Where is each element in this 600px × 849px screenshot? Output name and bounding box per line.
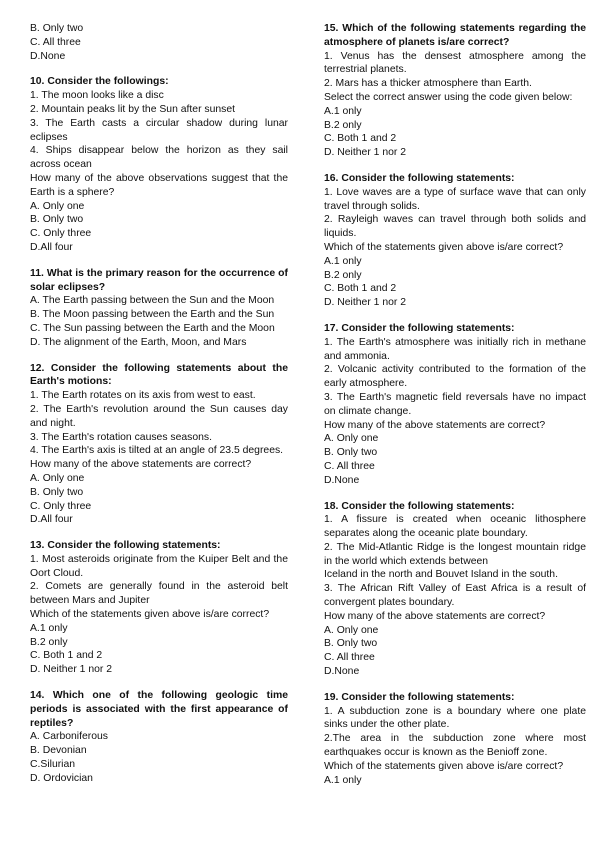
answer-option: C. Only three <box>30 228 92 240</box>
question-statement: 2. Comets are generally found in the asteroid belt between Mars and Jupiter <box>30 581 288 607</box>
question-statement: 1. Most asteroids originate from the Kuiper Belt and the Oort Cloud. <box>30 553 288 579</box>
answer-option: A.1 only <box>324 105 362 117</box>
question-title: 13. Consider the following statements: <box>30 540 221 552</box>
answer-option: A. Carboniferous <box>30 731 108 743</box>
question-statement: 1. The Earth rotates on its axis from west to east. <box>30 390 256 402</box>
question-statement: 1. A fissure is created when oceanic lithosphere separates along the oceanic plate boundary. <box>324 514 586 540</box>
question-statement: 1. Venus has the densest atmosphere among the terrestrial planets. <box>324 50 586 76</box>
answer-option: D.None <box>30 50 66 62</box>
answer-option: C. Both 1 and 2 <box>324 283 397 295</box>
question-statement: 4. The Earth's axis is tilted at an angle of 23.5 degrees. <box>30 445 284 457</box>
question-statement: How many of the above statements are correct? <box>324 419 546 431</box>
question-block <box>324 322 586 488</box>
answer-option: D. Neither 1 nor 2 <box>30 664 113 676</box>
question-title: 14. Which one of the following geologic time periods is associated with the first appearance of reptiles? <box>30 690 288 729</box>
question-statement: 4. Ships disappear below the horizon as they sail across ocean <box>30 145 288 171</box>
question-statement: Which of the statements given above is/are correct? <box>324 760 564 772</box>
answer-option: A.1 only <box>30 622 68 634</box>
answer-option: A. The Earth passing between the Sun and the Moon <box>30 295 275 307</box>
question-title: 18. Consider the following statements: <box>324 500 515 512</box>
question-title: 12. Consider the following statements about the Earth's motions: <box>30 362 288 388</box>
question-block <box>30 539 288 677</box>
question-block <box>30 267 288 350</box>
question-statement: Which of the statements given above is/are correct? <box>324 241 564 253</box>
answer-option: B. Only two <box>30 23 84 34</box>
question-statement: Select the correct answer using the code given below: <box>324 91 573 103</box>
question-statement: 2. The Earth's revolution around the Sun causes day and night. <box>30 403 288 429</box>
answer-option: D. Neither 1 nor 2 <box>324 147 407 159</box>
left-column <box>30 22 288 786</box>
answer-option: C. All three <box>30 36 81 48</box>
question-title: 19. Consider the following statements: <box>324 691 515 703</box>
answer-option: A. Only one <box>324 624 379 636</box>
answer-option: B.2 only <box>30 636 68 648</box>
answer-option: D. The alignment of the Earth, Moon, and Mars <box>30 336 247 348</box>
question-statement: 1. A subduction zone is a boundary where one plate sinks under the other plate. <box>324 705 586 731</box>
answer-option: D. Neither 1 nor 2 <box>324 297 407 309</box>
question-statement: How many of the above statements are correct? <box>30 459 252 471</box>
answer-option: B. Only two <box>324 638 378 650</box>
question-title: 11. What is the primary reason for the occurrence of solar eclipses? <box>30 267 288 293</box>
question-statement: How many of the above observations suggest that the Earth is a sphere? <box>30 172 288 198</box>
question-statement: 1. The Earth's atmosphere was initially rich in methane and ammonia. <box>324 336 586 362</box>
answer-option: D. Ordovician <box>30 772 93 784</box>
right-column <box>324 22 586 787</box>
question-block <box>324 691 586 788</box>
question-statement: Which of the statements given above is/are correct? <box>30 609 270 621</box>
answer-option: D.All four <box>30 241 73 253</box>
question-statement: 2. Mountain peaks lit by the Sun after sunset <box>30 103 236 115</box>
question-block <box>30 362 288 528</box>
question-title: 17. Consider the following statements: <box>324 322 515 334</box>
answer-option: B. Only two <box>324 447 378 459</box>
question-statement: Iceland in the north and Bouvet Island in the south. <box>324 569 558 581</box>
question-statement: 1. The moon looks like a disc <box>30 90 164 102</box>
answer-option: B.2 only <box>324 269 362 281</box>
answer-option: B. Only two <box>30 214 84 226</box>
question-title: 15. Which of the following statements regarding the atmosphere of planets is/are correct? <box>324 23 586 48</box>
answer-option: B. Devonian <box>30 745 87 757</box>
question-title: 10. Consider the followings: <box>30 76 169 88</box>
answer-option: A.1 only <box>324 774 362 786</box>
question-statement: 3. The Earth casts a circular shadow during lunar eclipses <box>30 117 288 143</box>
question-statement: 1. Love waves are a type of surface wave that can only travel through solids. <box>324 186 586 212</box>
question-block <box>30 689 288 786</box>
question-9-continued <box>30 22 288 63</box>
question-block <box>30 75 288 254</box>
answer-option: C. All three <box>324 652 375 664</box>
answer-option: B. The Moon passing between the Earth and the Sun <box>30 309 275 321</box>
question-statement: 3. The African Rift Valley of East Africa is a result of convergent plates boundary. <box>324 583 586 609</box>
question-statement: 2.The area in the subduction zone where most earthquakes occur is known as the Benioff zone. <box>324 733 586 759</box>
question-statement: 2. Mars has a thicker atmosphere than Earth. <box>324 78 532 90</box>
answer-option: A. Only one <box>324 433 379 445</box>
answer-option: A.1 only <box>324 255 362 267</box>
question-statement: 2. The Mid-Atlantic Ridge is the longest mountain ridge in the world which extends between <box>324 541 586 567</box>
question-block <box>324 172 586 310</box>
question-statement: 3. The Earth's rotation causes seasons. <box>30 431 212 443</box>
answer-option: A. Only one <box>30 472 85 484</box>
question-statement: 2. Volcanic activity contributed to the formation of the early atmosphere. <box>324 364 586 390</box>
answer-option: B. Only two <box>30 486 84 498</box>
answer-option: C. Both 1 and 2 <box>324 133 397 145</box>
question-statement: How many of the above statements are correct? <box>324 610 546 622</box>
answer-option: D.None <box>324 666 360 678</box>
question-title: 16. Consider the following statements: <box>324 172 515 184</box>
answer-option: C. Only three <box>30 500 92 512</box>
answer-option: C. The Sun passing between the Earth and the Moon <box>30 322 275 334</box>
answer-option: D.None <box>324 474 360 486</box>
question-block <box>324 500 586 679</box>
question-statement: 3. The Earth's magnetic field reversals have no impact on climate change. <box>324 391 586 417</box>
answer-option: D.All four <box>30 514 73 526</box>
answer-option: C. All three <box>324 460 375 472</box>
question-block <box>324 22 586 160</box>
question-statement: 2. Rayleigh waves can travel through both solids and liquids. <box>324 214 586 240</box>
answer-option: C.Silurian <box>30 759 76 771</box>
answer-option: B.2 only <box>324 119 362 131</box>
answer-option: A. Only one <box>30 200 85 212</box>
answer-option: C. Both 1 and 2 <box>30 650 103 662</box>
